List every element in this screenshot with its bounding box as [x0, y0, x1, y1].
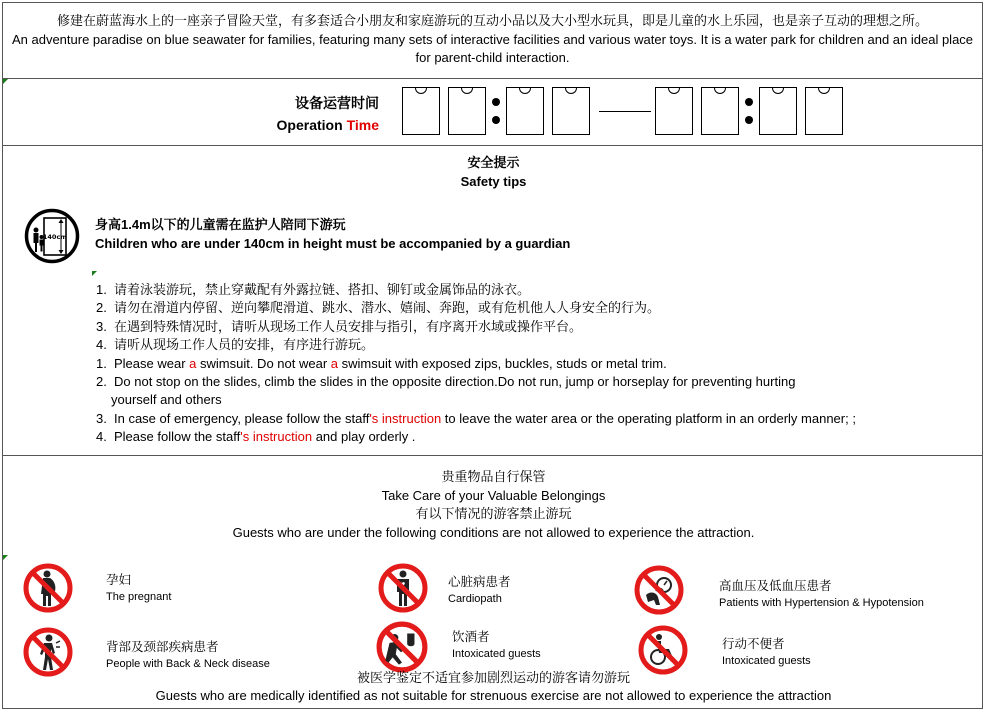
- operation-title-accent: Time: [346, 117, 379, 133]
- safety-title: [0, 153, 987, 191]
- condition-blood-pressure: 高血压及低血压患者 Patients with Hypertension & Hypotension: [719, 579, 924, 609]
- minute-digit-box[interactable]: [506, 87, 544, 135]
- condition-back-neck: 背部及颈部疾病患者 People with Back & Neck disease: [106, 640, 270, 670]
- rule-en-continued: yourself and others: [111, 392, 222, 408]
- operation-title-en: Operation: [276, 117, 343, 133]
- intro-en: An adventure paradise on blue seawater for families, featuring many sets of interactive facilities and various water toys. It is a water park for children and an ideal place for parent-child interaction.: [11, 31, 974, 65]
- rule-en: 4. Please follow the staff's instruction and play orderly .: [96, 429, 416, 445]
- colon-dot: [745, 116, 753, 124]
- safety-title-en: Safety tips: [460, 174, 527, 189]
- cell-marker: [92, 271, 97, 276]
- rule-zh: 4. 请听从现场工作人员的安排，有序进行游玩。: [96, 337, 375, 353]
- safety-rules: [96, 281, 856, 447]
- prohibited-zh: 有以下情况的游客禁止游玩: [415, 506, 572, 521]
- minute-digit-box[interactable]: [552, 87, 590, 135]
- divider: [2, 455, 983, 456]
- cell-marker: [3, 555, 8, 560]
- blood-pressure-icon: [634, 565, 684, 620]
- condition-mobility: 行动不便者 Intoxicated guests: [722, 637, 811, 667]
- operation-title: [277, 92, 379, 136]
- intro-zh: 修建在蔚蓝海水上的一座亲子冒险天堂，有多套适合小朋友和家庭游玩的互动小品以及大小型水玩具，即是儿童的水上乐园，也是亲子互动的理想之所。: [56, 13, 928, 28]
- rule-zh: 2. 请勿在滑道内停留、逆向攀爬滑道、跳水、潜水、嬉闹、奔跑，或有危机他人人身安全的行为。: [96, 300, 661, 316]
- hour-digit-box[interactable]: [655, 87, 693, 135]
- height-requirement-en: Children who are under 140cm in height must be accompanied by a guardian: [95, 236, 571, 251]
- height-requirement: [95, 215, 570, 253]
- safety-title-zh: 安全提示: [467, 155, 520, 170]
- hour-digit-box[interactable]: [701, 87, 739, 135]
- hour-digit-box[interactable]: [402, 87, 440, 135]
- pregnant-icon: [23, 563, 73, 618]
- divider: [2, 78, 983, 79]
- condition-pregnant: 孕妇 The pregnant: [106, 573, 172, 603]
- valuables-en: Take Care of your Valuable Belongings: [381, 487, 606, 503]
- cell-marker: [3, 79, 8, 84]
- operation-title-zh: 设备运营时间: [295, 95, 379, 111]
- medical-notice-en: Guests who are medically identified as not suitable for strenuous exercise are not allowed to experience the attraction: [155, 688, 832, 703]
- condition-cardiopath: 心脏病患者 Cardiopath: [448, 575, 511, 605]
- rule-en: 1. Please wear a swimsuit. Do not wear a swimsuit with exposed zips, buckles, studs or metal trim.: [96, 355, 667, 371]
- condition-drinking: 饮酒者 Intoxicated guests: [452, 630, 541, 660]
- divider: [2, 145, 983, 146]
- colon-dot: [492, 98, 500, 106]
- height-limit-label: 140cm: [42, 233, 68, 241]
- colon-dot: [745, 98, 753, 106]
- colon-dot: [492, 116, 500, 124]
- heart-disease-icon: [378, 563, 428, 618]
- intro-section: [6, 12, 979, 68]
- height-limit-icon: [24, 208, 80, 269]
- minute-digit-box[interactable]: [805, 87, 843, 135]
- time-range-dash: [599, 111, 651, 112]
- hour-digit-box[interactable]: [448, 87, 486, 135]
- rule-en: 2. Do not stop on the slides, climb the slides in the opposite direction.Do not run, jump or horseplay for preventing hurting: [96, 374, 796, 390]
- prohibited-en: Guests who are under the following conditions are not allowed to experience the attraction.: [232, 524, 755, 540]
- rule-en: 3. In case of emergency, please follow the staff's instruction to leave the water area or the operating platform in an orderly manner; ;: [96, 410, 856, 426]
- valuables-section: [0, 468, 987, 542]
- medical-notice-zh: 被医学鉴定不适宜参加剧烈运动的游客请勿游玩: [356, 670, 630, 685]
- minute-digit-box[interactable]: [759, 87, 797, 135]
- rule-zh: 3. 在遇到特殊情况时，请听从现场工作人员安排与指引，有序离开水域或操作平台。: [96, 318, 583, 334]
- rule-zh: 1. 请着泳装游玩，禁止穿戴配有外露拉链、搭扣、铆钉或金属饰品的泳衣。: [96, 282, 531, 297]
- valuables-zh: 贵重物品自行保管: [441, 469, 546, 484]
- height-requirement-zh: 身高1.4m以下的儿童需在监护人陪同下游玩: [95, 217, 346, 232]
